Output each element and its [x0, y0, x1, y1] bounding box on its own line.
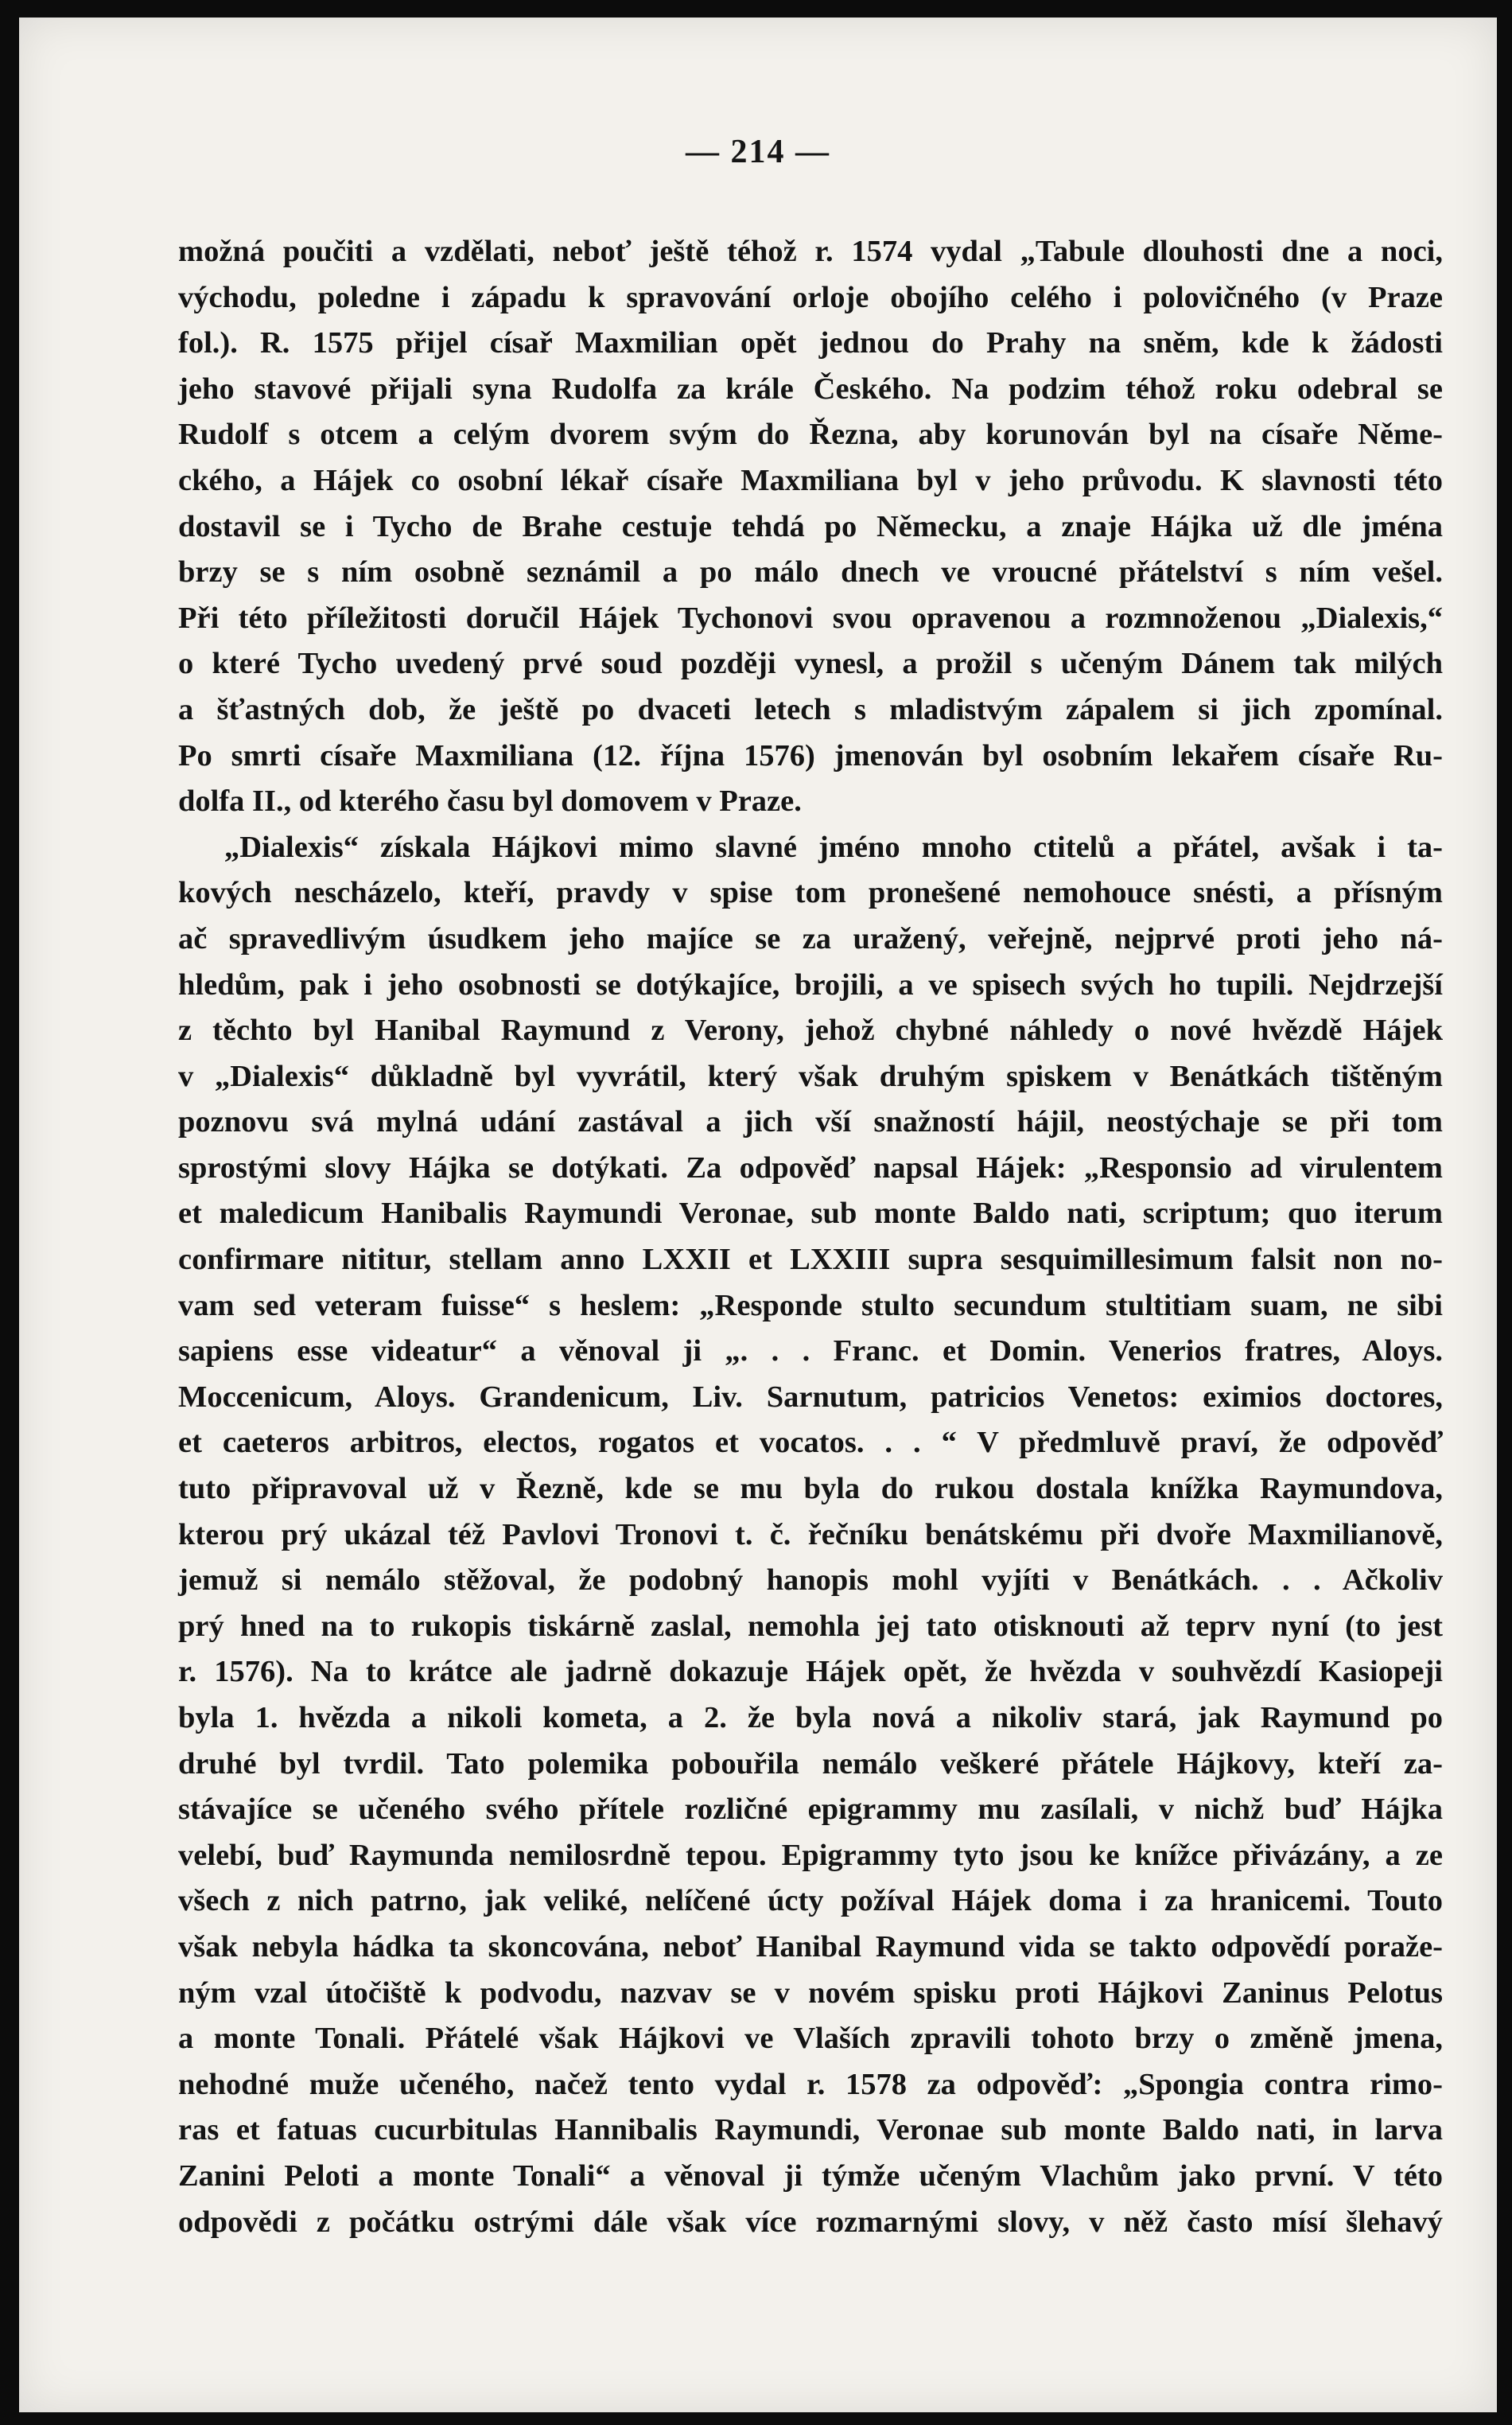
text-line: nehodné muže učeného, načež tento vydal r. 1578 za odpověď: „Spongia contra rimo- — [178, 2067, 1443, 2101]
text-line: Po smrti císaře Maxmiliana (12. října 1576) jmenován byl osobním lekařem císaře Ru- — [178, 738, 1443, 773]
text-line: vam sed veteram fuisse“ s heslem: „Responde stulto secundum stultitiam suam, ne sibi — [178, 1288, 1443, 1322]
text-line: z těchto byl Hanibal Raymund z Verony, jehož chybné náhledy o nové hvězdě Hájek — [178, 1014, 1443, 1048]
text-line: ným vzal útočiště k podvodu, nazvav se v novém spisku proti Hájkovi Zaninus Pelotus — [178, 1975, 1443, 2010]
text-line: hledům, pak i jeho osobnosti se dotýkajíce, brojili, a ve spisech svých ho tupili. Nejdrzejší — [178, 967, 1443, 1002]
page-number: — 214 — — [686, 134, 830, 170]
text-line: ač spravedlivým úsudkem jeho majíce se za uražený, veřejně, nejprvé proti jeho ná- — [178, 921, 1443, 956]
text-line: Moccenicum, Aloys. Grandenicum, Liv. Sarnutum, patricios Venetos: eximios doctores, — [178, 1380, 1443, 1414]
text-line: ckého, a Hájek co osobní lékař císaře Maxmiliana byl v jeho průvodu. K slavnosti této — [178, 463, 1443, 497]
text-line: a monte Tonali. Přátelé však Hájkovi ve Vlaších zpravili tohoto brzy o změně jmena, — [178, 2022, 1443, 2056]
text-line: ras et fatuas cucurbitulas Hannibalis Raymundi, Veronae sub monte Baldo nati, in larva — [178, 2113, 1443, 2147]
text-line: sapiens esse videatur“ a věnoval ji „. . . Franc. et Domin. Venerios fratres, Aloys. — [178, 1334, 1443, 1368]
text-line: tuto připravoval už v Řezně, kde se mu byla do rukou dostala knížka Raymundova, — [178, 1472, 1443, 1506]
text-line: stávajíce se učeného svého přítele rozličné epigrammy mu zasílali, v nichž buď Hájka — [178, 1792, 1443, 1827]
text-line: v „Dialexis“ důkladně byl vyvrátil, který však druhým spiskem v Benátkách tištěným — [178, 1059, 1443, 1093]
text-line: možná poučiti a vzdělati, neboť ještě téhož r. 1574 vydal „Tabule dlouhosti dne a noci, — [178, 235, 1443, 268]
text-line: jemuž si nemálo stěžoval, že podobný hanopis mohl vyjíti v Benátkách. . . Ačkoliv — [178, 1563, 1443, 1598]
text-line: Rudolf s otcem a celým dvorem svým do Řezna, aby korunován byl na císaře Něme- — [178, 418, 1443, 452]
text-line: r. 1576). Na to krátce ale jadrně dokazuje Hájek opět, že hvězda v souhvězdí Kasiopeji — [178, 1655, 1443, 1689]
book-page — [19, 18, 1497, 2412]
text-line: sprostými slovy Hájka se dotýkati. Za odpověď napsal Hájek: „Responsio ad virulentem — [178, 1150, 1443, 1185]
text-line: všech z nich patrno, jak veliké, nelíčené úcty požíval Hájek doma i za hranicemi. Touto — [178, 1884, 1443, 1918]
text-line: et caeteros arbitros, electos, rogatos et vocatos. . . “ V předmluvě praví, že odpověď — [178, 1426, 1443, 1460]
text-line: kterou prý ukázal též Pavlovi Tronovi t. č. řečníku benátskému při dvoře Maxmilianově, — [178, 1517, 1443, 1551]
text-line: dostavil se i Tycho de Brahe cestuje tehdá po Německu, a znaje Hájka už dle jména — [178, 509, 1443, 543]
text-line: prý hned na to rukopis tiskárně zaslal, nemohla jej tato otisknouti až teprv nyní (to jest — [178, 1609, 1443, 1643]
text-line: a šťastných dob, že ještě po dvaceti letech s mladistvým zápalem si jich zpomínal. — [178, 692, 1443, 726]
text-line: o které Tycho uvedený prvé soud později vynesl, a prožil s učeným Dánem tak milých — [178, 647, 1443, 681]
text-line: fol.). R. 1575 přijel císař Maxmilian opět jednou do Prahy na sněm, kde k žádosti — [178, 326, 1443, 360]
text-line: odpovědi z počátku ostrými dále však více rozmarnými slovy, v něž často mísí šlehavý — [178, 2205, 1443, 2239]
text-line: druhé byl tvrdil. Tato polemika pobouřila nemálo veškeré přátele Hájkovy, kteří za- — [178, 1746, 1443, 1781]
text-line: brzy se s ním osobně seznámil a po málo dnech ve vroucné přátelství s ním vešel. — [178, 555, 1443, 590]
text-line: et maledicum Hanibalis Raymundi Veronae, sub monte Baldo nati, scriptum; quo iterum — [178, 1197, 1443, 1231]
text-line: jeho stavové přijali syna Rudolfa za krále Českého. Na podzim téhož roku odebral se — [178, 372, 1443, 406]
text-line: „Dialexis“ získala Hájkovi mimo slavné jméno mnoho ctitelů a přátel, avšak i ta- — [224, 830, 1443, 864]
text-line: byla 1. hvězda a nikoli kometa, a 2. že byla nová a nikoliv stará, jak Raymund po — [178, 1701, 1443, 1734]
text-line: východu, poledne i západu k spravování orloje obojího celého i polovičného (v Praze — [178, 280, 1443, 314]
text-line: poznovu svá mylná udání zastával a jich vší snažností hájil, neostýchaje se při tom — [178, 1105, 1443, 1139]
text-line: však nebyla hádka ta skoncována, neboť Hanibal Raymund vida se takto odpovědí poraže- — [178, 1929, 1443, 1964]
text-line: dolfa II., od kterého času byl domovem v Praze. — [178, 784, 802, 819]
text-line: Při této příležitosti doručil Hájek Tychonovi svou opravenou a rozmnoženou „Dialexis,“ — [178, 601, 1443, 635]
text-line: Zanini Peloti a monte Tonali“ a věnoval ji týmže učeným Vlachům jako první. V této — [178, 2158, 1443, 2193]
body-text — [178, 229, 1443, 2245]
text-line: velebí, buď Raymunda nemilosrdně tepou. Epigrammy tyto jsou ke knížce přivázány, a ze — [178, 1838, 1443, 1872]
text-line: confirmare nititur, stellam anno LXXII et LXXIII supra sesquimillesimum falsit non no- — [178, 1243, 1443, 1277]
text-line: kových nescházelo, kteří, pravdy v spise tom pronešené nemohouce snésti, a přísným — [178, 876, 1443, 910]
